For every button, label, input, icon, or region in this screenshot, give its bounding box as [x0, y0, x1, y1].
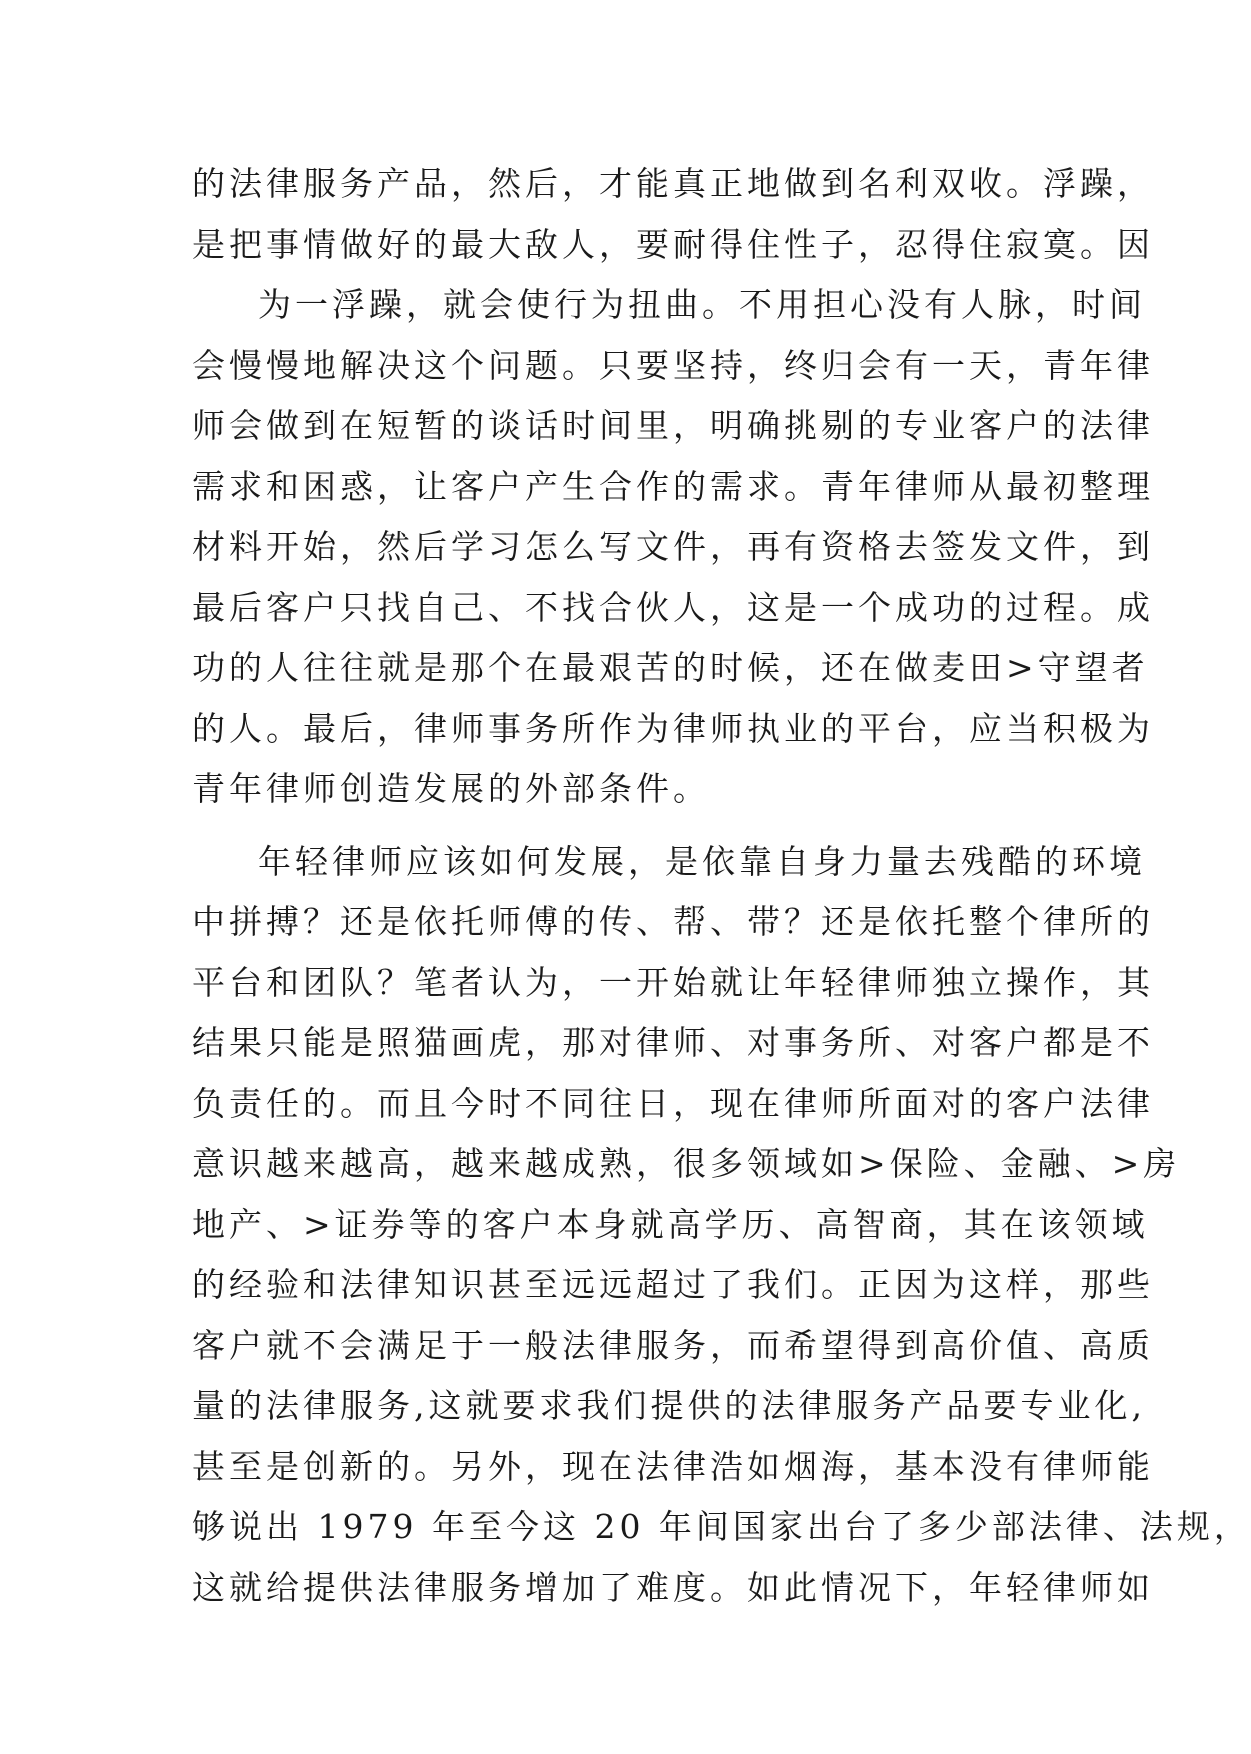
- text-line: 这就给提供法律服务增加了难度。如此情况下，年轻律师如: [192, 1567, 1154, 1607]
- body-text: [192, 154, 1251, 1618]
- text-line: 最后客户只找自己、不找合伙人，这是一个成功的过程。成: [192, 587, 1154, 627]
- text-line: 平台和团队？笔者认为，一开始就让年轻律师独立操作，其: [192, 962, 1154, 1002]
- text-line: 负责任的。而且今时不同往日，现在律师所面对的客户法律: [192, 1083, 1154, 1123]
- text-line: 为一浮躁，就会使行为扭曲。不用担心没有人脉，时间: [258, 285, 1146, 324]
- text-line: 量的法律服务,这就要求我们提供的法律服务产品要专业化,: [192, 1386, 1146, 1425]
- text-line: 甚至是创新的。另外，现在法律浩如烟海，基本没有律师能: [192, 1446, 1154, 1486]
- text-line: 意识越来越高，越来越成熟，很多领域如>保险、金融、>房: [192, 1144, 1181, 1183]
- text-line: 的法律服务产品，然后，才能真正地做到名利双收。浮躁，: [192, 164, 1154, 203]
- text-line: 青年律师创造发展的外部条件。: [192, 769, 710, 808]
- text-line: 是把事情做好的最大敌人，要耐得住性子，忍得住寂寞。因: [192, 224, 1154, 264]
- text-line: 够说出 1979 年至今这 20 年间国家出台了多少部法律、法规，: [192, 1507, 1251, 1546]
- text-line: 材料开始，然后学习怎么写文件，再有资格去签发文件，到: [192, 527, 1154, 566]
- text-line: 中拼搏？还是依托师傅的传、帮、带？还是依托整个律所的: [192, 902, 1154, 941]
- text-line: 师会做到在短暂的谈话时间里，明确挑剔的专业客户的法律: [192, 406, 1154, 445]
- text-line: 会慢慢地解决这个问题。只要坚持，终归会有一天，青年律: [192, 345, 1154, 385]
- text-line: 客户就不会满足于一般法律服务，而希望得到高价值、高质: [192, 1325, 1154, 1365]
- text-line: 需求和困惑，让客户产生合作的需求。青年律师从最初整理: [192, 466, 1154, 506]
- text-line: 地产、>证券等的客户本身就高学历、高智商，其在该领域: [192, 1204, 1149, 1244]
- text-line: 的人。最后，律师事务所作为律师执业的平台，应当积极为: [192, 708, 1154, 748]
- text-line: 功的人往往就是那个在最艰苦的时候，还在做麦田>守望者: [192, 648, 1149, 687]
- paragraph-gap: [192, 820, 1072, 832]
- text-line: 年轻律师应该如何发展，是依靠自身力量去残酷的环境: [258, 841, 1146, 881]
- text-line: 的经验和法律知识甚至远远超过了我们。正因为这样，那些: [192, 1265, 1154, 1304]
- text-line: 结果只能是照猫画虎，那对律师、对事务所、对客户都是不: [192, 1023, 1154, 1062]
